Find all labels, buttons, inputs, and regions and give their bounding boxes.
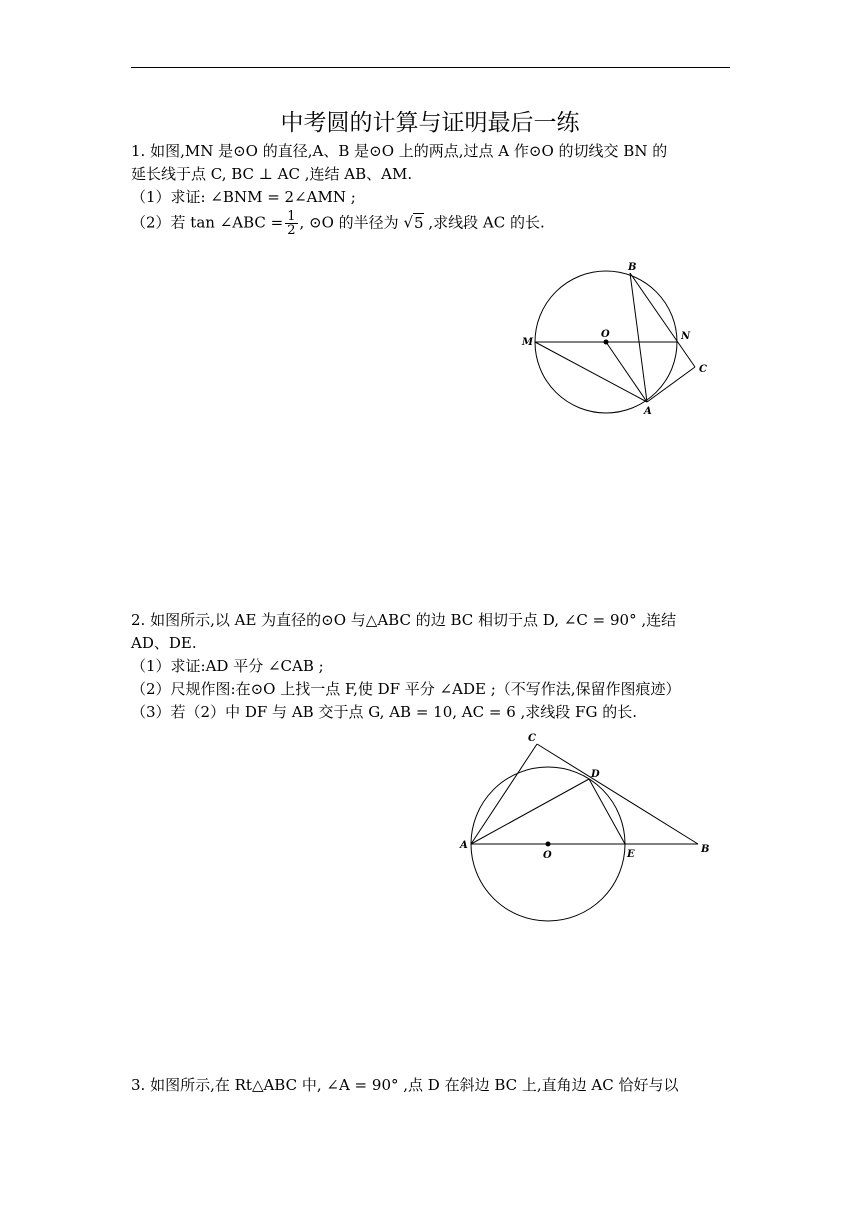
q1-part1: （1）求证: ∠BNM = 2∠AMN ;: [131, 188, 356, 206]
q2-label-a: A: [460, 840, 468, 851]
q2-part2: （2）尺规作图:在⊙O 上找一点 F,使 DF 平分 ∠ADE ;（不写作法,保留作图痕迹）: [131, 680, 681, 698]
q1-segment-bc: [630, 273, 695, 367]
figure-q2: [455, 728, 715, 928]
q2-label-o: O: [543, 850, 552, 861]
q2-label-e: E: [627, 849, 635, 860]
q1-label-b: B: [628, 262, 637, 273]
q1-line1: 1. 如图,MN 是⊙O 的直径,A、B 是⊙O 上的两点,过点 A 作⊙O 的切线交 BN 的: [131, 142, 668, 160]
q1-label-m: M: [522, 337, 534, 348]
q2-center-dot: [546, 842, 551, 847]
q3-line1: 3. 如图所示,在 Rt△ABC 中, ∠A = 90° ,点 D 在斜边 BC 上,直角边 AC 恰好与以: [131, 1076, 679, 1094]
q2-segment-de: [589, 779, 625, 844]
figure-q1: [510, 255, 730, 425]
q1-part2-mid: , ⊙O 的半径为 √: [299, 213, 414, 232]
q1-label-n: N: [681, 331, 691, 342]
q2-segment-ac: [471, 744, 537, 844]
fraction-one-half: [285, 210, 297, 237]
q1-segment-ma: [535, 342, 647, 402]
fraction-denominator: 2: [287, 223, 296, 238]
q2-line1: 2. 如图所示,以 AE 为直径的⊙O 与△ABC 的边 BC 相切于点 D, ∠C = 90° ,连结: [131, 611, 677, 629]
q2-label-c: C: [528, 733, 536, 744]
q2-segment-ad: [471, 779, 589, 844]
sqrt-radicand: 5: [414, 213, 424, 232]
q1-segment-oa: [606, 342, 647, 402]
q2-label-b: B: [701, 844, 710, 855]
q1-part2-pre: （2）若 tan ∠ABC =: [131, 213, 284, 232]
fraction-numerator: 1: [287, 209, 296, 224]
q1-segment-ac: [647, 367, 695, 402]
q1-label-a: A: [644, 406, 652, 417]
q1-label-c: C: [699, 364, 707, 375]
q1-segment-ba: [630, 273, 647, 402]
page-title: 中考圆的计算与证明最后一练: [280, 110, 580, 136]
header-rule: [131, 67, 730, 68]
q1-part2-post: ,求线段 AC 的长.: [423, 213, 545, 232]
q2-part1: （1）求证:AD 平分 ∠CAB ;: [131, 657, 324, 675]
q1-center-dot: [604, 340, 609, 345]
q1-line2: 延长线于点 C, BC ⊥ AC ,连结 AB、AM.: [131, 165, 413, 183]
q2-part3: （3）若（2）中 DF 与 AB 交于点 G, AB = 10, AC = 6 ,求线段 FG 的长.: [131, 703, 637, 721]
q2-label-d: D: [591, 769, 600, 780]
q1-label-o: O: [601, 329, 610, 340]
q2-line2: AD、DE.: [131, 634, 197, 652]
q1-part2: [131, 210, 545, 237]
